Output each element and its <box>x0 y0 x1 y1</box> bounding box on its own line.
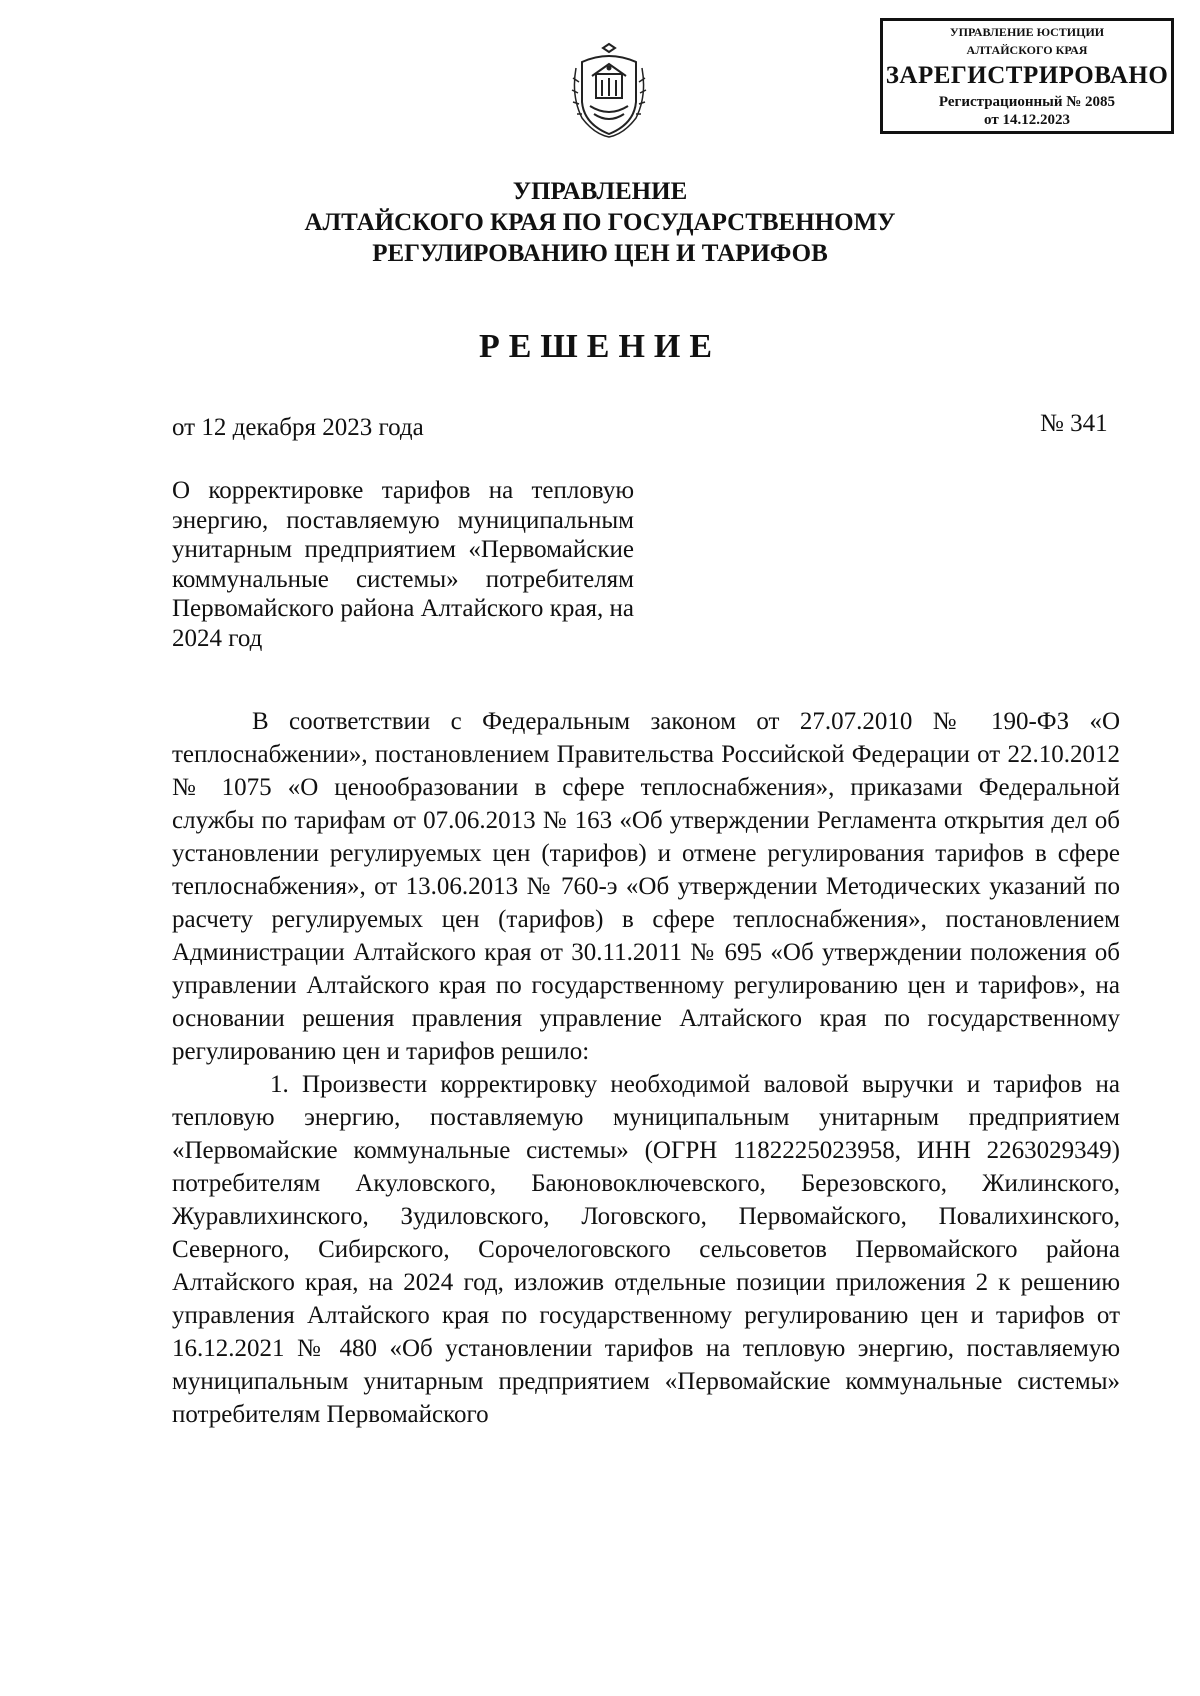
header-line-3: РЕГУЛИРОВАНИЮ ЦЕН И ТАРИФОВ <box>372 240 828 267</box>
stamp-org-line1: УПРАВЛЕНИЕ ЮСТИЦИИ <box>949 25 1105 39</box>
authority-header <box>0 176 1200 269</box>
stamp-status: ЗАРЕГИСТРИРОВАНО <box>885 62 1169 89</box>
body-paragraph-1: В соответствии с Федеральным законом от 27.07.2010 № 190-ФЗ «О теплоснабжении», постановлением Правительства Российской Федерации от 22.10.2012 № 1075 «О ценообразовании в сфере теплоснабжения», приказами Федеральной службы по тарифам от 07.06.2013 № 163 «Об утверждении Регламента открытия дел об установлении регулируемых цен (тарифов) и отмене регулирования тарифов в сфере теплоснабжения», от 13.06.2013 № 760-э «Об утверждении Методических указаний по расчету регулируемых цен (тарифов) в сфере теплоснабжения», постановлением Администрации Алтайского края от 30.11.2011 № 695 «Об утверждении положения об управлении Алтайского края по государственному регулированию цен и тарифов», на основании решения правления управление Алтайского края по государственному регулированию цен и тарифов решило: <box>172 708 1120 1065</box>
document-subject: О корректировке тарифов на тепловую энергию, поставляемую муниципальным унитарным предприятием «Первомайские коммунальные системы» потребителям Первомайского района Алтайского края, на 2024 год <box>172 477 634 652</box>
document-title: РЕШЕНИЕ <box>478 328 722 365</box>
body-paragraph-2: 1. Произвести корректировку необходимой валовой выручки и тарифов на тепловую энергию, поставляемую муниципальным унитарным предприятием «Первомайские коммунальные системы» (ОГРН 1182225023958, ИНН 2263029349) потребителям Акуловского, Баюновоключевского, Березовского, Жилинского, Журавлихинского, Зудиловского, Логовского, Первомайского, Повалихинского, Северного, Сибирского, Сорочелоговского сельсоветов Первомайского района Алтайского края, на 2024 год, изложив отдельные позиции приложения 2 к решению управления Алтайского края по государственному регулированию цен и тарифов от 16.12.2021 № 480 «Об установлении тарифов на тепловую энергию, поставляемую муниципальным унитарным предприятием «Первомайские коммунальные системы» потребителям Первомайского <box>172 1071 1120 1428</box>
header-line-2: АЛТАЙСКОГО КРАЯ ПО ГОСУДАРСТВЕННОМУ <box>304 209 896 236</box>
document-number: № 341 <box>1040 410 1108 437</box>
document-body <box>172 705 1120 1431</box>
registration-stamp <box>880 18 1174 134</box>
coat-of-arms-icon <box>568 38 650 140</box>
document-date: от 12 декабря 2023 года <box>172 414 424 441</box>
stamp-reg-date: от 14.12.2023 <box>984 112 1070 128</box>
stamp-reg-number: Регистрационный № 2085 <box>938 94 1116 110</box>
stamp-org-line2: АЛТАЙСКОГО КРАЯ <box>966 43 1088 57</box>
header-line-1: УПРАВЛЕНИЕ <box>512 178 688 205</box>
